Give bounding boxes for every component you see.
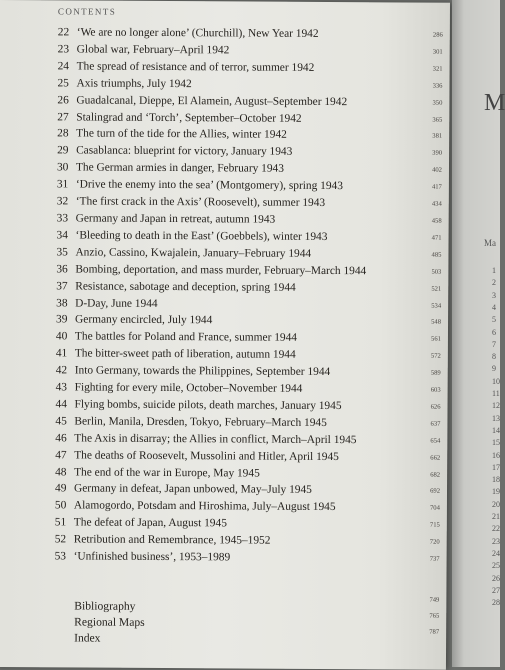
- chapter-number: 27: [57, 110, 69, 123]
- back-matter-title: Index: [74, 631, 101, 645]
- right-page-list-number: 16: [492, 450, 500, 460]
- chapter-number: 35: [56, 246, 68, 259]
- chapter-title: Germany and Japan in retreat, autumn 1943: [75, 212, 276, 226]
- right-page-list-number: 19: [492, 487, 500, 497]
- right-page-list-number: 23: [492, 536, 500, 546]
- right-page-list-number: 8: [492, 352, 496, 362]
- page-number: 521: [431, 285, 442, 293]
- chapter-title: Guadalcanal, Dieppe, El Alamein, August–September 1942: [76, 94, 348, 108]
- chapter-number: 28: [57, 127, 69, 140]
- page-number: 286: [432, 31, 443, 39]
- page-number: 561: [431, 335, 441, 344]
- chapter-number: 40: [55, 330, 68, 343]
- chapter-title: Retribution and Remembrance, 1945–1952: [73, 533, 271, 547]
- page-number: 787: [429, 628, 440, 636]
- page-number: 458: [431, 217, 442, 225]
- page-number: 749: [429, 596, 440, 604]
- page-number: 534: [431, 302, 442, 310]
- right-page-list-number: 14: [492, 425, 500, 435]
- chapter-title: The deaths of Roosevelt, Mussolini and Hitler, April 1945: [74, 449, 339, 463]
- page-number: 471: [431, 234, 442, 242]
- right-page-list-number: 3: [492, 290, 496, 300]
- chapter-title: Anzio, Cassino, Kwajalein, January–February 1944: [75, 246, 312, 260]
- back-matter-item: [74, 630, 439, 648]
- right-page-list-number: 6: [492, 327, 496, 337]
- page-number: 417: [431, 183, 442, 191]
- page-number: 765: [429, 612, 440, 620]
- chapter-title: The bitter-sweet path of liberation, autumn 1944: [74, 347, 296, 362]
- page-number: 654: [430, 437, 441, 445]
- chapter-number: 39: [56, 313, 68, 326]
- page-number: 692: [430, 488, 441, 496]
- chapter-title: Axis triumphs, July 1942: [76, 77, 192, 90]
- back-matter-list: [74, 598, 439, 648]
- chapter-number: 22: [57, 26, 70, 39]
- page-number: 336: [432, 82, 443, 90]
- chapter-number: 43: [55, 381, 68, 394]
- book-page-right: [452, 0, 505, 667]
- right-page-list-number: 26: [492, 573, 500, 583]
- chapter-number: 37: [56, 279, 68, 293]
- page-number: 503: [431, 268, 442, 276]
- chapter-title: The Axis in disarray; the Allies in conflict, March–April 1945: [74, 432, 357, 446]
- chapter-number: 32: [56, 195, 69, 208]
- toc-entry: [55, 548, 440, 567]
- chapter-number: 31: [56, 178, 69, 191]
- chapter-title: Alamogordo, Potsdam and Hiroshima, July–August 1945: [73, 499, 336, 514]
- page-number: 485: [431, 251, 442, 259]
- chapter-title: D-Day, June 1944: [75, 296, 158, 310]
- chapter-number: 30: [56, 161, 69, 174]
- chapter-title: The battles for Poland and France, summer 1944: [74, 330, 298, 345]
- right-page-list-number: 15: [492, 438, 500, 448]
- toc-list: [55, 24, 443, 567]
- chapter-number: 48: [55, 465, 67, 478]
- right-page-list-number: 25: [492, 561, 500, 571]
- chapter-number: 24: [57, 60, 70, 73]
- chapter-title: ‘We are no longer alone’ (Churchill), New Year 1942: [76, 26, 319, 40]
- chapter-title: Global war, February–April 1942: [76, 43, 230, 57]
- right-page-list-number: 7: [492, 339, 496, 349]
- chapter-title: Into Germany, towards the Philippines, September 1944: [74, 364, 331, 379]
- page-number: 626: [430, 403, 441, 411]
- chapter-number: 52: [54, 533, 67, 546]
- page-number: 402: [432, 166, 442, 174]
- right-page-list-number: 5: [492, 315, 496, 325]
- chapter-number: 29: [57, 144, 69, 157]
- right-page-list-number: 28: [492, 598, 500, 608]
- page-number: 365: [432, 116, 443, 124]
- chapter-title: The turn of the tide for the Allies, winter 1942: [76, 127, 287, 142]
- chapter-title: The spread of resistance and of terror, summer 1942: [76, 60, 315, 74]
- right-page-list-number: 13: [492, 413, 500, 423]
- chapter-number: 50: [54, 499, 67, 512]
- page-number: 637: [430, 420, 441, 428]
- chapter-number: 45: [55, 415, 67, 428]
- right-page-list-number: 2: [492, 278, 496, 288]
- right-page-list-number: 12: [492, 401, 500, 411]
- page-number: 603: [430, 386, 441, 394]
- chapter-title: ‘The first crack in the Axis’ (Roosevelt), summer 1943: [75, 195, 326, 210]
- chapter-title: ‘Bleeding to death in the East’ (Goebbels), winter 1943: [75, 229, 328, 243]
- chapter-number: 23: [57, 43, 70, 56]
- chapter-number: 44: [55, 398, 67, 411]
- chapter-title: ‘Drive the enemy into the sea’ (Montgomery), spring 1943: [75, 178, 343, 193]
- chapter-title: Flying bombs, suicide pilots, death marches, January 1945: [74, 398, 342, 413]
- right-page-list-number: 9: [492, 364, 496, 374]
- page-number: 321: [432, 65, 443, 73]
- chapter-number: 38: [56, 296, 68, 309]
- chapter-number: 47: [55, 449, 67, 462]
- right-page-list-number: 20: [492, 499, 500, 509]
- page-number: 720: [429, 538, 440, 546]
- chapter-title: Casablanca: blueprint for victory, January 1943: [76, 144, 293, 159]
- chapter-number: 36: [56, 263, 68, 276]
- chapter-title: Resistance, sabotage and deception, spring 1944: [75, 280, 296, 294]
- page-number: 390: [432, 149, 443, 158]
- page-number: 572: [430, 352, 441, 360]
- page-number: 350: [432, 99, 443, 107]
- right-page-list-number: 11: [492, 389, 500, 398]
- right-page-list-number: 1: [492, 266, 496, 275]
- chapter-number: 34: [56, 229, 68, 242]
- chapter-number: 41: [55, 347, 68, 360]
- chapter-title: Germany encircled, July 1944: [75, 313, 213, 327]
- right-page-list-number: 17: [492, 462, 500, 472]
- page-number: 548: [431, 319, 442, 327]
- chapter-number: 25: [57, 77, 69, 90]
- chapter-title: Fighting for every mile, October–November 1944: [74, 381, 303, 395]
- chapter-title: The end of the war in Europe, May 1945: [74, 466, 260, 480]
- right-page-list-number: 24: [492, 548, 500, 558]
- page-number: 737: [429, 555, 440, 563]
- chapter-number: 49: [54, 482, 67, 495]
- page-number: 715: [429, 521, 440, 529]
- back-matter-title: Regional Maps: [74, 615, 145, 629]
- chapter-number: 51: [54, 516, 67, 529]
- chapter-number: 42: [55, 364, 68, 377]
- page-number: 381: [432, 133, 443, 141]
- chapter-number: 53: [54, 550, 67, 563]
- right-page-list-number: 4: [492, 302, 496, 312]
- chapter-title: Germany in defeat, Japan unbowed, May–July 1945: [73, 482, 312, 497]
- page-number: 662: [430, 454, 441, 462]
- right-page-list-number: 22: [492, 524, 500, 534]
- right-page-label-fragment: Ma: [484, 238, 496, 248]
- chapter-title: Berlin, Manila, Dresden, Tokyo, February–March 1945: [74, 415, 327, 429]
- chapter-title: Bombing, deportation, and mass murder, February–March 1944: [75, 263, 367, 277]
- chapter-title: The defeat of Japan, August 1945: [73, 516, 227, 530]
- chapter-title: The German armies in danger, February 1943: [75, 161, 284, 175]
- page-number: 434: [431, 200, 442, 208]
- chapter-number: 33: [56, 212, 69, 225]
- chapter-number: 46: [55, 432, 67, 445]
- back-matter-title: Bibliography: [74, 599, 136, 613]
- right-page-list-number: 18: [492, 475, 500, 485]
- right-page-heading-fragment: M: [484, 90, 505, 116]
- page-number: 301: [432, 48, 443, 56]
- chapter-title: ‘Unfinished business’, 1953–1989: [73, 550, 231, 564]
- right-page-list-number: 27: [492, 585, 500, 595]
- page-number: 682: [430, 471, 441, 479]
- chapter-number: 26: [57, 93, 69, 107]
- page-number: 589: [430, 369, 441, 377]
- right-page-list-number: 10: [492, 376, 500, 386]
- page-number: 704: [429, 505, 440, 513]
- running-heading: CONTENTS: [57, 6, 117, 17]
- chapter-title: Stalingrad and ‘Torch’, September–October 1942: [76, 110, 302, 125]
- right-page-list-number: 21: [492, 512, 500, 521]
